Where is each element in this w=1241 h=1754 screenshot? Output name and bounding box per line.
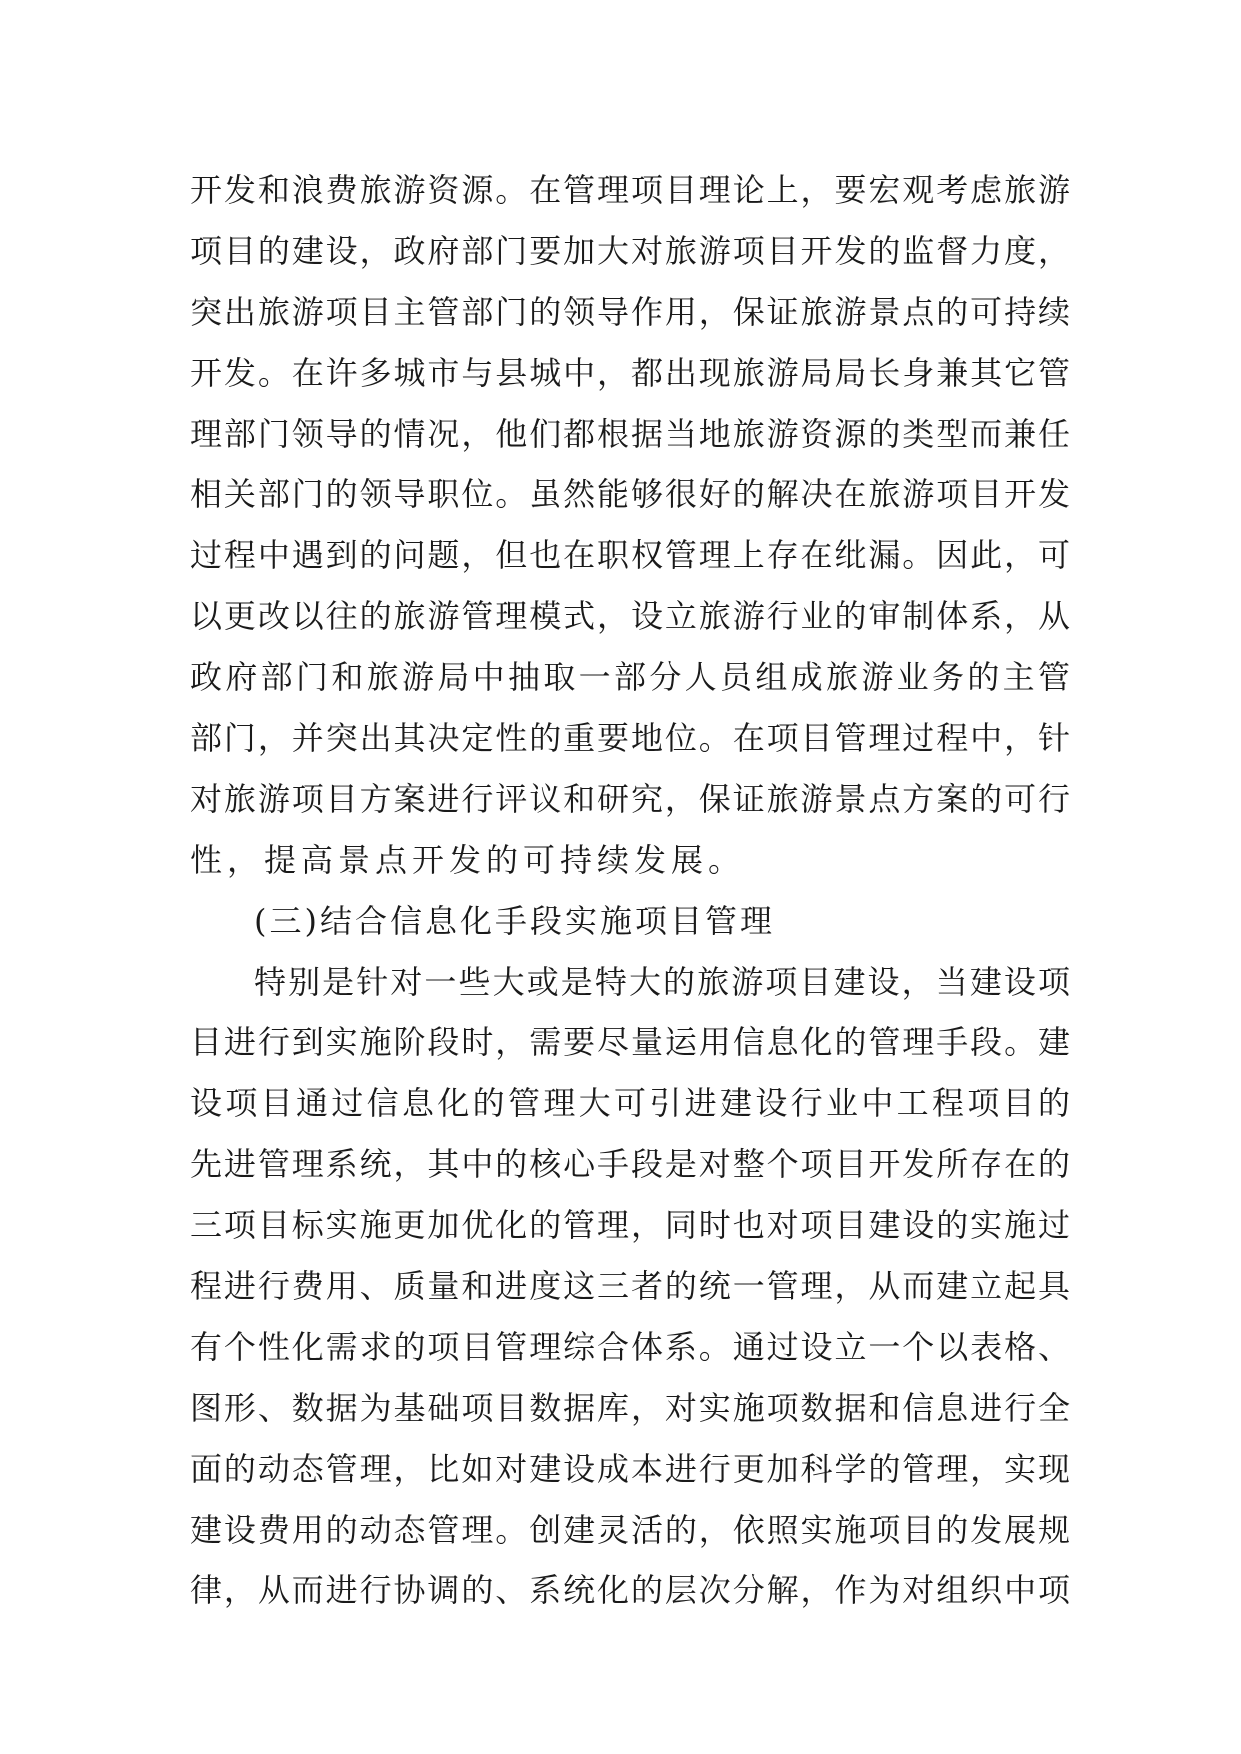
body-line: 图形、数据为基础项目数据库，对实施项数据和信息进行全 xyxy=(190,1388,1070,1427)
body-line: 特别是针对一些大或是特大的旅游项目建设，当建设项 xyxy=(254,962,1070,1001)
body-line: 有个性化需求的项目管理综合体系。通过设立一个以表格、 xyxy=(190,1327,1070,1366)
body-line: 过程中遇到的问题，但也在职权管理上存在纰漏。因此，可 xyxy=(190,536,1070,575)
body-line: 建设费用的动态管理。创建灵活的，依照实施项目的发展规 xyxy=(190,1510,1070,1549)
body-line: 三项目标实施更加优化的管理，同时也对项目建设的实施过 xyxy=(190,1206,1070,1245)
body-line: 律，从而进行协调的、系统化的层次分解，作为对组织中项 xyxy=(190,1571,1070,1610)
document-body xyxy=(190,160,1070,1621)
body-line: 性，提高景点开发的可持续发展。 xyxy=(190,840,746,879)
body-line: 突出旅游项目主管部门的领导作用，保证旅游景点的可持续 xyxy=(190,292,1070,331)
body-line: 部门，并突出其决定性的重要地位。在项目管理过程中，针 xyxy=(190,719,1070,758)
body-line: 项目的建设，政府部门要加大对旅游项目开发的监督力度， xyxy=(190,231,1070,270)
section-heading: (三)结合信息化手段实施项目管理 xyxy=(254,901,775,940)
body-line: 理部门领导的情况，他们都根据当地旅游资源的类型而兼任 xyxy=(190,414,1070,453)
body-line: 政府部门和旅游局中抽取一部分人员组成旅游业务的主管 xyxy=(190,658,1070,697)
body-line: 以更改以往的旅游管理模式，设立旅游行业的审制体系，从 xyxy=(190,597,1070,636)
body-line: 设项目通过信息化的管理大可引进建设行业中工程项目的 xyxy=(190,1084,1070,1123)
body-line: 开发。在许多城市与县城中，都出现旅游局局长身兼其它管 xyxy=(190,353,1070,392)
body-line: 开发和浪费旅游资源。在管理项目理论上，要宏观考虑旅游 xyxy=(190,171,1070,209)
body-line: 对旅游项目方案进行评议和研究，保证旅游景点方案的可行 xyxy=(190,779,1070,818)
body-line: 面的动态管理，比如对建设成本进行更加科学的管理，实现 xyxy=(190,1449,1070,1488)
body-line: 相关部门的领导职位。虽然能够很好的解决在旅游项目开发 xyxy=(190,475,1070,514)
body-line: 目进行到实施阶段时，需要尽量运用信息化的管理手段。建 xyxy=(190,1023,1070,1062)
body-line: 先进管理系统，其中的核心手段是对整个项目开发所存在的 xyxy=(190,1145,1070,1184)
body-line: 程进行费用、质量和进度这三者的统一管理，从而建立起具 xyxy=(190,1267,1070,1306)
